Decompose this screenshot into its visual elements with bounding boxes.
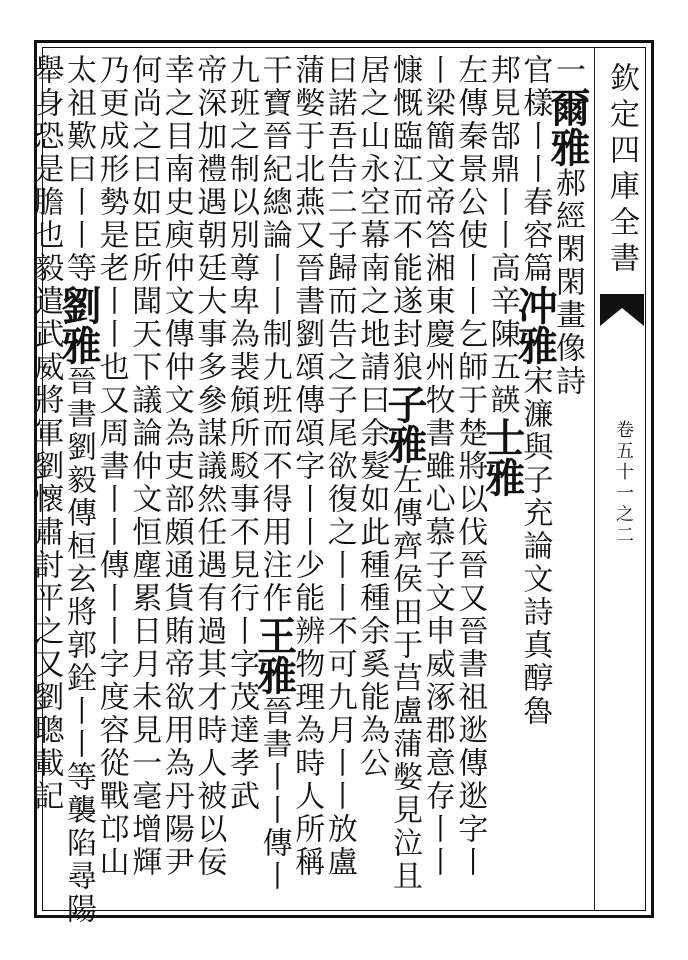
column-text: 晉書劉毅傳桓玄將郭銓丨丨等襲陷尋陽 [60, 365, 96, 926]
text-column [93, 54, 134, 904]
entry-heading: 王雅 [250, 615, 298, 695]
text-column [419, 54, 460, 904]
text-column [289, 54, 330, 904]
text-column [250, 54, 298, 904]
text-column [452, 54, 493, 904]
entry-heading: 爾雅 [543, 87, 591, 167]
text-column [126, 54, 167, 904]
column-text: 郝經閑閑畫像詩 [549, 167, 585, 398]
column-text: 乃更成形勢是老丨丨也又周書丨丨傳丨丨字度容從戰邙山 [93, 54, 129, 879]
column-text: 舉身恐是膽也 [28, 54, 64, 252]
column-text: 曰諾吾告二子歸而告之子尾欲復之丨丨不可九月丨丨放盧 [321, 54, 357, 879]
column-text: 慷慨臨江而不能遂封狼 [386, 54, 422, 384]
text-column [223, 54, 264, 904]
entry-heading: 士雅 [478, 417, 526, 497]
book-title: 欽定四庫全書 [604, 62, 639, 278]
column-text: 太祖歎曰丨丨等 [60, 54, 96, 285]
column-text: 丨梁簡文帝答湘東慶州牧書雖心慕子文申威涿郡意存丨丨 [419, 54, 455, 879]
center-strip-rule [594, 47, 595, 911]
column-text: 請曰余髮如此種種余奚能為公 [354, 351, 390, 780]
text-column [354, 54, 395, 904]
column-text: 一 [549, 54, 585, 87]
column-text: 毅遣武威將軍劉懷肅討平之又劉聰載記 [28, 252, 64, 813]
column-text: 邦見郜鼎丨丨高辛陳五韺 [484, 54, 520, 417]
text-column [380, 54, 428, 904]
text-column [321, 54, 362, 904]
column-text: 蒲嫳于北燕又晉書劉頌傳頌字丨丨少能辨物理為時人所稱 [289, 54, 325, 879]
column-text: 九班之制以別尊卑為裴頠所駁事不見行 [223, 54, 259, 615]
juan-number: 卷五十一之二 [613, 420, 634, 546]
column-text: 何尚之曰如臣所聞天下議論仲文恒塵累日月未見一毫增輝 [126, 54, 162, 879]
column-text: 左傳秦景公使丨丨乞師于楚將以伐晉又晉書祖逖傳逖字丨 [452, 54, 488, 879]
column-text: 丨字茂達孝武 [223, 615, 259, 813]
text-column [543, 54, 591, 904]
text-column [54, 54, 102, 926]
entry-heading: 劉雅 [54, 285, 102, 365]
text-column [158, 54, 199, 904]
text-column [191, 54, 232, 904]
column-text: 官樣丨丨春容篇 [517, 54, 553, 285]
text-column [511, 54, 559, 904]
text-column [28, 54, 69, 904]
column-text: 干寶晉紀總論丨丨制九班而不得用注作 [256, 54, 292, 615]
fish-tail-icon [600, 294, 644, 326]
column-text: 帝深加禮遇朝廷大事多參謀議然任遇有過其才時人被以佞 [191, 54, 227, 879]
column-text: 晉書丨丨傳丨 [256, 695, 292, 893]
column-text: 宋濂與子充論文詩真醇魯 [517, 365, 553, 728]
column-text: 居之山永空幕南之地 [354, 54, 390, 351]
text-column [478, 54, 526, 904]
column-text: 左傳齊侯田于莒盧蒲嫳見泣且 [386, 464, 422, 893]
column-text: 幸之目南史庾仲文傳仲文為吏部頗通貨賄帝欲用為丹陽尹 [158, 54, 194, 879]
entry-heading: 冲雅 [511, 285, 559, 365]
entry-heading: 子雅 [380, 384, 428, 464]
